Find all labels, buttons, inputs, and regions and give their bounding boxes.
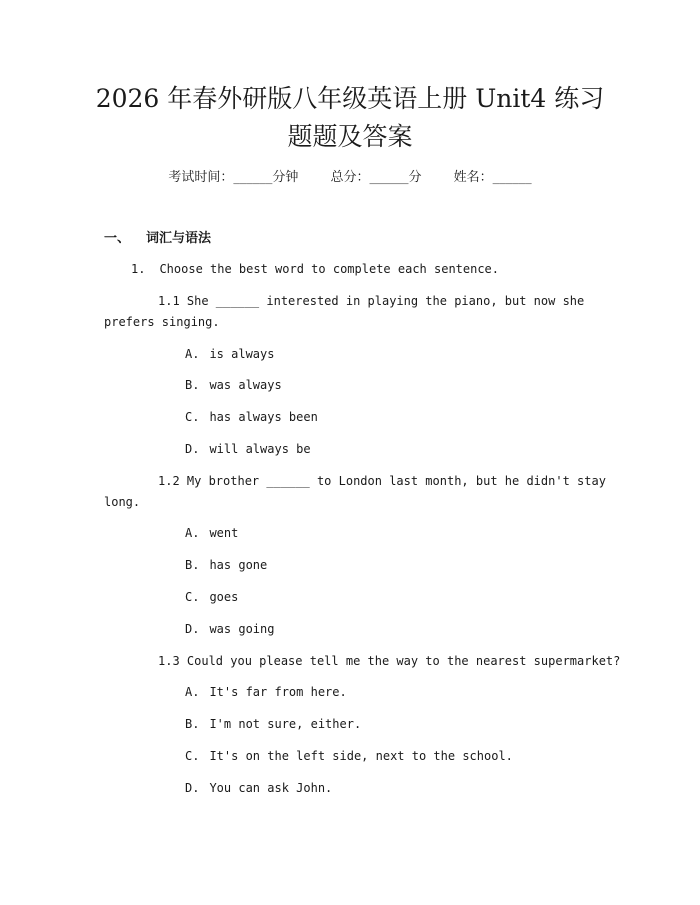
option-text: goes (209, 590, 239, 604)
instruction-text: Choose the best word to complete each sentence. (159, 262, 500, 276)
option-letter: A. (185, 685, 200, 699)
option[interactable] (185, 555, 267, 575)
option[interactable] (185, 778, 332, 798)
section-title: 词汇与语法 (146, 231, 212, 246)
instruction (131, 259, 499, 279)
section-heading (104, 229, 211, 249)
exam-info (0, 168, 700, 188)
option-text: is always (209, 347, 275, 361)
section-number: 一、 (104, 231, 131, 246)
total-score-field: 总分：______分 (330, 170, 422, 185)
option-letter: D. (185, 442, 200, 456)
question-1-1: 1.1 She ______ interested in playing the piano, but now she (158, 294, 585, 308)
option[interactable] (185, 439, 311, 459)
option-text: It's on the left side, next to the school. (209, 749, 513, 763)
option-letter: D. (185, 781, 200, 795)
option-text: has gone (209, 558, 268, 572)
option-text: will always be (209, 442, 311, 456)
title-line-2: 题题及答案 (287, 122, 413, 151)
option-letter: C. (185, 410, 200, 424)
option-letter: B. (185, 378, 200, 392)
option-text: You can ask John. (209, 781, 333, 795)
option[interactable] (185, 523, 238, 543)
option[interactable] (185, 375, 282, 395)
document-title (60, 80, 640, 156)
option-letter: C. (185, 590, 200, 604)
option-letter: B. (185, 717, 200, 731)
option-letter: C. (185, 749, 200, 763)
question-1-2: 1.2 My brother ______ to London last month, but he didn't stay (158, 474, 606, 488)
option-text: It's far from here. (209, 685, 347, 699)
option-letter: B. (185, 558, 200, 572)
option[interactable] (185, 746, 513, 766)
title-line-1: 2026 年春外研版八年级英语上册 Unit4 练习 (95, 84, 605, 113)
option-letter: A. (185, 526, 200, 540)
question-1-2-continued: long. (104, 495, 141, 509)
option[interactable] (185, 344, 274, 364)
option-letter: A. (185, 347, 200, 361)
option[interactable] (185, 587, 238, 607)
student-name-field: 姓名：______ (453, 170, 532, 185)
option-text: was always (209, 378, 282, 392)
option[interactable] (185, 714, 361, 734)
option-text: I'm not sure, either. (209, 717, 362, 731)
question-1-3: 1.3 Could you please tell me the way to the nearest supermarket? (158, 654, 621, 668)
option-text: has always been (209, 410, 318, 424)
option-text: was going (209, 622, 275, 636)
option[interactable] (185, 619, 274, 639)
option[interactable] (185, 407, 318, 427)
option-text: went (209, 526, 239, 540)
option-letter: D. (185, 622, 200, 636)
option[interactable] (185, 682, 347, 702)
instruction-number: 1. (131, 262, 146, 276)
exam-time-field: 考试时间：______分钟 (168, 170, 299, 185)
question-1-1-continued: prefers singing. (104, 315, 220, 329)
